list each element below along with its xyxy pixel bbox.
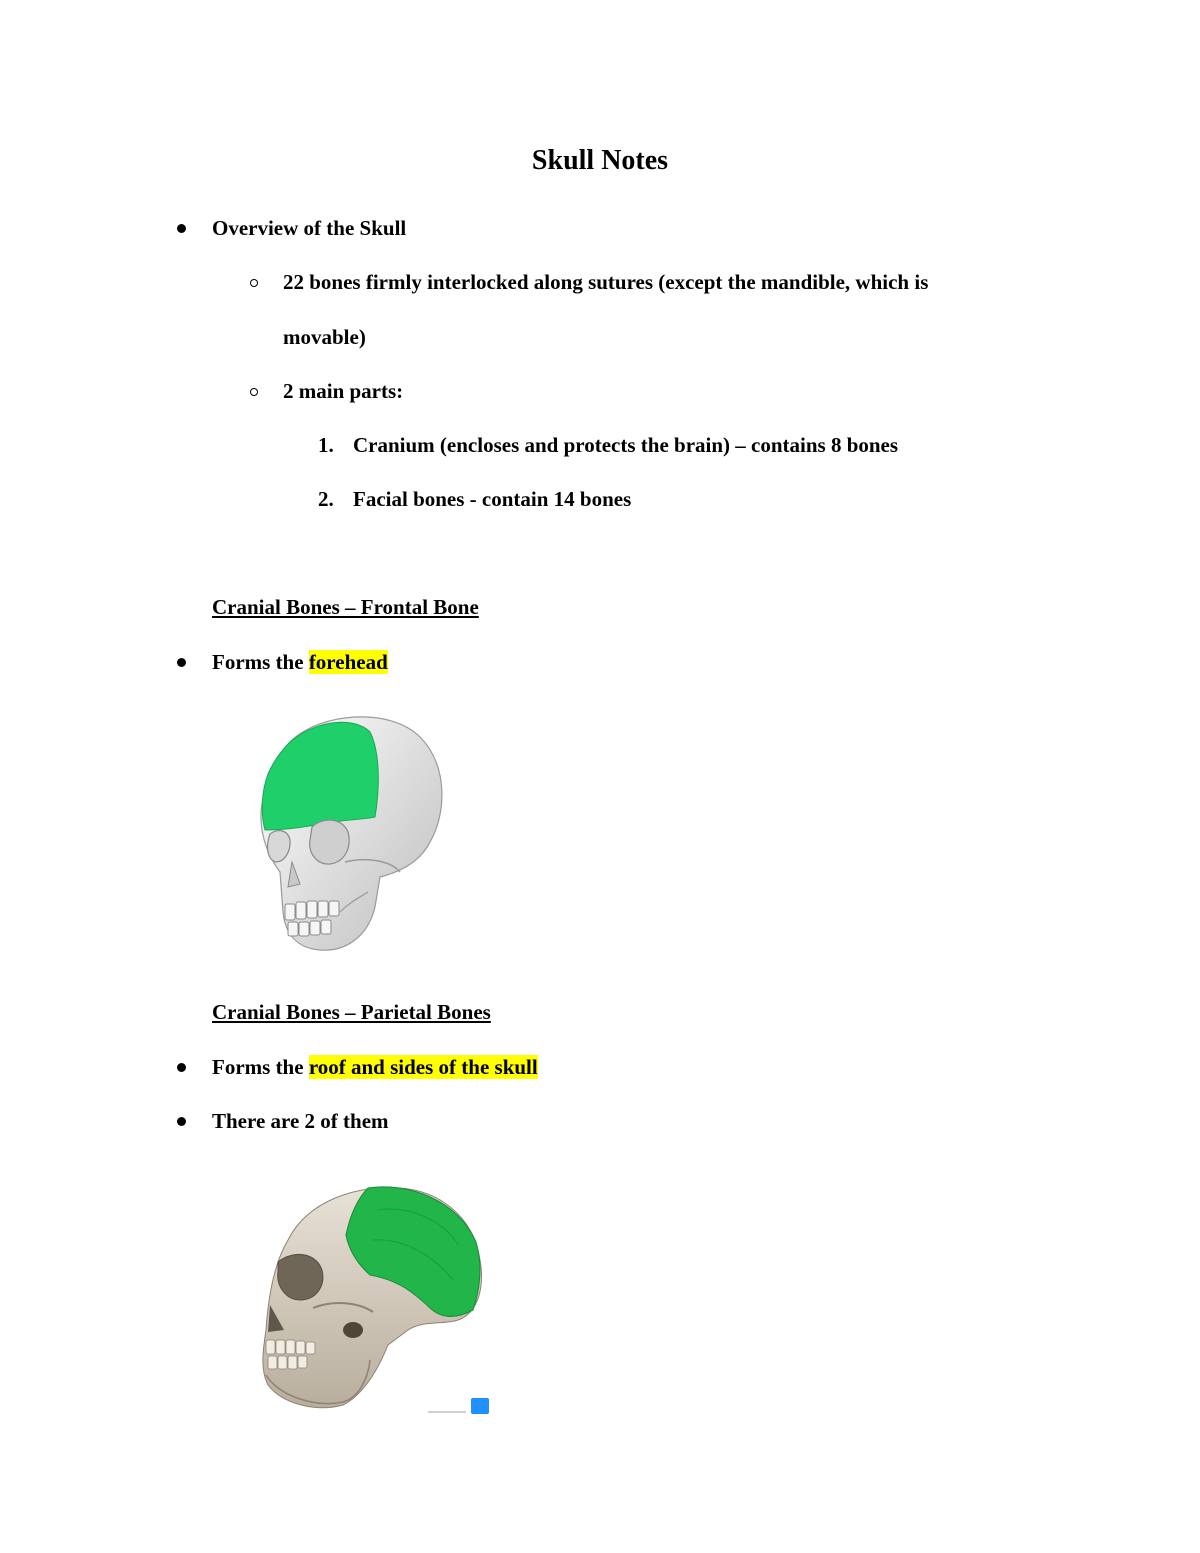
list-number: 1. xyxy=(318,433,334,457)
part-1-text: Cranium (encloses and protects the brain) – contains 8 bones xyxy=(353,433,899,457)
sub-bullet-icon xyxy=(250,388,258,396)
page-title: Skull Notes xyxy=(531,145,669,176)
list-number: 2. xyxy=(318,487,334,511)
bullet-icon xyxy=(177,1117,186,1126)
bullet-icon xyxy=(177,224,186,233)
frontal-bullet-1 xyxy=(212,648,388,676)
overview-point-1-line-1: 22 bones firmly interlocked along sutures (except the mandible, which is xyxy=(283,270,929,294)
overview-point-1-line-2: movable) xyxy=(283,325,366,349)
overview-heading: Overview of the Skull xyxy=(212,216,407,240)
overview-point-2: 2 main parts: xyxy=(283,379,404,403)
watermark-line xyxy=(428,1411,466,1413)
sub-bullet-icon xyxy=(250,279,258,287)
parietal-bullet-2: There are 2 of them xyxy=(212,1109,389,1133)
highlighted-term: roof and sides of the skull xyxy=(308,1055,538,1079)
bullet-icon xyxy=(177,1063,186,1072)
frontal-section-heading: Cranial Bones – Frontal Bone xyxy=(212,595,479,619)
watermark-badge-icon xyxy=(471,1398,489,1414)
skull-parietal-bone-icon xyxy=(258,1180,494,1416)
skull-frontal-bone-icon xyxy=(250,712,450,954)
highlighted-term: forehead xyxy=(308,650,388,674)
parietal-bullet-1 xyxy=(212,1053,538,1081)
parietal-bullet-1-prefix: Forms the xyxy=(212,1055,309,1079)
part-2-text: Facial bones - contain 14 bones xyxy=(353,487,632,511)
bullet-icon xyxy=(177,658,186,667)
frontal-bullet-1-prefix: Forms the xyxy=(212,650,309,674)
parietal-section-heading: Cranial Bones – Parietal Bones xyxy=(212,1000,491,1024)
